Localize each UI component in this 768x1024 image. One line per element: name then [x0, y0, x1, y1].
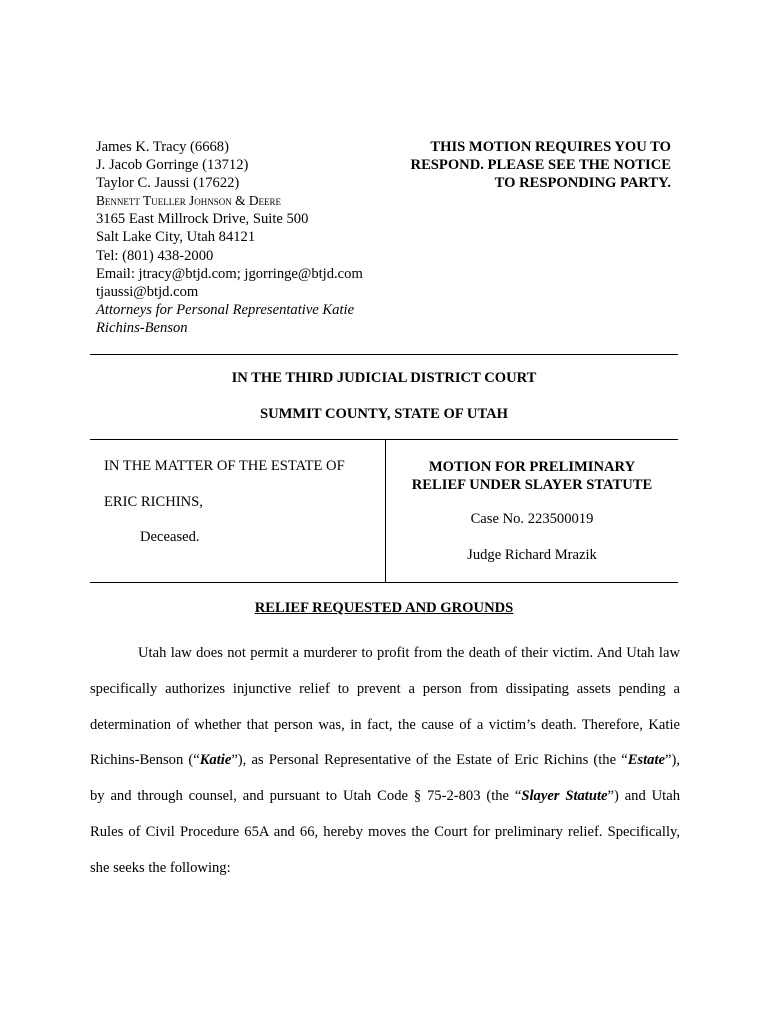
motion-title-line: MOTION FOR PRELIMINARY — [428, 459, 636, 475]
attorney-name: Taylor C. Jaussi (17622) — [96, 175, 240, 192]
divider — [90, 582, 678, 583]
attorney-name: James K. Tracy (6668) — [96, 139, 229, 155]
representation-line: Attorneys for Personal Representative Katie Richins-Benson — [96, 301, 355, 336]
address-line: Salt Lake City, Utah 84121 — [96, 229, 256, 246]
attorney-name: J. Jacob Gorringe (13712) — [96, 157, 249, 174]
response-notice — [351, 138, 671, 192]
address-line: 3165 East Millrock Drive, Suite 500 — [96, 211, 309, 228]
email-line: Email: jtracy@btjd.com; jgorringe@btjd.com — [96, 265, 363, 282]
text-run: ”) and Utah Rules of Civil Procedure 65A and 66, hereby moves the Court for preliminary relief. Specifically, she seeks the following: — [90, 788, 681, 876]
telephone: Tel: (801) 438-2000 — [96, 247, 214, 264]
notice-line: THIS MOTION REQUIRES YOU TO — [430, 139, 671, 155]
case-caption-motion — [386, 458, 678, 563]
matter-line: IN THE MATTER OF THE ESTATE OF — [104, 458, 345, 474]
defined-term: Slayer Statute — [521, 788, 608, 805]
email-line: tjaussi@btjd.com — [96, 283, 199, 300]
text-run: ”), by and through counsel, and pursuant to Utah Code § 75-2-803 (the “ — [90, 752, 680, 805]
court-location: SUMMIT COUNTY, STATE OF UTAH — [260, 406, 508, 422]
section-heading: RELIEF REQUESTED AND GROUNDS — [254, 600, 514, 616]
defined-term: Estate — [627, 752, 665, 769]
judge-name: Judge Richard Mrazik — [467, 547, 597, 563]
divider — [90, 354, 678, 355]
notice-line: RESPOND. PLEASE SEE THE NOTICE — [410, 157, 671, 174]
court-name: IN THE THIRD JUDICIAL DISTRICT COURT — [231, 370, 537, 386]
body-paragraph — [90, 636, 680, 887]
decedent-name: ERIC RICHINS, — [104, 494, 203, 510]
case-number: Case No. 223500019 — [470, 511, 594, 527]
attorney-block — [96, 138, 386, 337]
notice-line: TO RESPONDING PARTY. — [494, 175, 671, 192]
motion-title-line: RELIEF UNDER SLAYER STATUTE — [411, 477, 653, 494]
motion-title — [386, 458, 678, 494]
decedent-status: Deceased. — [140, 529, 200, 545]
text-run: ”), as Personal Representative of the Estate of Eric Richins (the “ — [231, 752, 628, 769]
text-run: Utah law does not permit a murderer to profit from the death of their victim. And Utah law specifically authorizes injunctive relief to prevent a person from dissipating assets pending a determination of whether that person was, in fact, the cause of a victim’s death. Therefore, Katie Richins-Benson (“ — [90, 645, 680, 769]
divider — [90, 439, 678, 440]
paragraph — [90, 636, 680, 887]
firm-name: Bennett Tueller Johnson & Deere — [96, 193, 282, 209]
defined-term: Katie — [199, 752, 232, 769]
